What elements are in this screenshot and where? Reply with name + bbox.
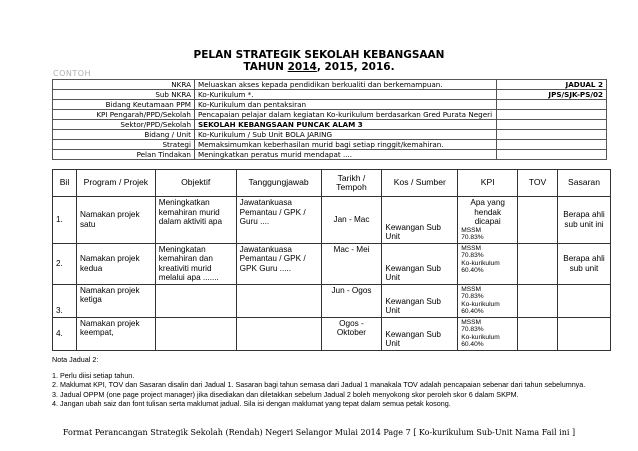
header-objektif: Objektif [155,170,236,197]
header-sasaran: Sasaran [558,170,611,197]
info-right [497,130,607,140]
cell-sasaran: Berapa ahli sub unit [558,243,611,284]
kpi-line: MSSM [461,285,482,293]
cell-bil: 2. [53,243,77,284]
info-value: Meningkatkan peratus murid mendapat .... [195,150,497,160]
info-label: Bidang / Unit [53,130,195,140]
subtitle-suffix: , 2015, 2016. [316,61,395,73]
cell-kpi [458,197,518,244]
cell-objektif: Meningkatkan kemahiran murid dalam aktiviti apa [155,197,236,244]
cell-tov [518,197,558,244]
note-item: 3. Jadual OPPM (one page project manager) jika disediakan dan diletakkan sebelum Jadual 2 boleh menyokong skor peroleh skor 6 dalam SKPM. [52,389,519,399]
header-program: Program / Projek [76,170,155,197]
info-row [53,150,607,160]
cell-sasaran [558,284,611,317]
cell-kpi [458,284,518,317]
info-value: SEKOLAH KEBANGSAAN PUNCAK ALAM 3 [195,120,497,130]
info-table [52,79,607,160]
notes-section [52,355,612,409]
cell-tov [518,317,558,350]
note-item: 4. Jangan ubah saiz dan font tulisan serta maklumat jadual. Sila isi dengan maklumat yang tepat dalam semua petak kosong. [52,399,451,409]
info-value: Pencapaian pelajar dalam kegiatan Ko-kurikulum berdasarkan Gred Purata Negeri [195,110,497,120]
kpi-main: Apa yang hendak dicapai [470,198,505,226]
info-value: Memaksimumkan keberhasilan murid bagi setiap ringgit/kemahiran. [195,140,497,150]
info-value: Meluaskan akses kepada pendidikan berkualiti dan berkemampuan. [195,80,497,90]
cell-bil: 4. [53,317,77,350]
info-row [53,120,607,130]
header-tov: TOV [518,170,558,197]
page-footer: Format Perancangan Strategik Sekolah (Rendah) Negeri Selangor Mulai 2014 Page 7 [ Ko-kurikulum Sub-Unit Nama Fail ini ] [62,428,576,437]
kpi-line: 70.83% [461,234,484,241]
kpi-line: Ko-kurikulum [461,333,500,341]
cell-program: Namakan projek kedua [76,243,155,284]
cell-kpi [458,317,518,350]
info-right [497,120,607,130]
info-label: Pelan Tindakan [53,150,195,160]
cell-objektif: Meningkatan kemahiran dan kreativiti murid melalui apa ....... [155,243,236,284]
table-row [53,317,611,350]
header-kos: Kos / Sumber [382,170,458,197]
cell-tanggungjawab: Jawatankuasa Pemantau / GPK / Guru .... [236,197,321,244]
document-title: PELAN STRATEGIK SEKOLAH KEBANGSAAN [193,49,445,61]
note-item: 1. Perlu diisi setiap tahun. [52,370,135,380]
kpi-line: 70.83% [461,252,484,259]
kpi-line: 60.40% [461,267,484,274]
cell-tarikh: Jan - Mac [321,197,382,244]
info-right [497,100,607,110]
info-right [497,140,607,150]
cell-objektif [155,284,236,317]
cell-sasaran [558,317,611,350]
subtitle-year: 2014 [287,61,317,73]
kpi-line: MSSM [461,226,482,234]
info-value: Ko-Kurikulum *. [195,90,497,100]
cell-sasaran: Berapa ahli sub unit ini [558,197,611,244]
kpi-line: Ko-kurikulum [461,259,500,267]
kpi-line: 70.83% [461,326,484,333]
info-value: Ko-Kurikulum dan pentaksiran [195,100,497,110]
watermark-contoh: CONTOH [53,69,92,78]
cell-program: Namakan projek ketiga [76,284,155,317]
info-right: JPS/SJK-PS/02 [497,90,607,100]
cell-tanggungjawab: Jawatankuasa Pemantau / GPK / GPK Guru ..... [236,243,321,284]
cell-tanggungjawab [236,317,321,350]
cell-tarikh: Mac - Mei [321,243,382,284]
cell-kos: Kewangan Sub Unit [382,317,458,350]
subtitle-prefix: TAHUN [243,61,288,73]
info-row [53,140,607,150]
kpi-line: 60.40% [461,308,484,315]
info-right: JADUAL 2 [497,80,607,90]
info-label: Strategi [53,140,195,150]
info-label: Bidang Keutamaan PPM [53,100,195,110]
notes-heading: Nota Jadual 2: [52,355,99,364]
header-tanggungjawab: Tanggungjawab [236,170,321,197]
table-row [53,284,611,317]
cell-kos: Kewangan Sub Unit [382,197,458,244]
plan-table-header [53,170,611,197]
header-bil: Bil [53,170,77,197]
info-row [53,80,607,90]
header-tarikh: Tarikh / Tempoh [321,170,382,197]
kpi-line: 70.83% [461,293,484,300]
document-subtitle [0,61,638,73]
cell-tov [518,284,558,317]
kpi-line: 60.40% [461,341,484,348]
cell-program: Namakan projek keempat, [76,317,155,350]
info-label: Sub NKRA [53,90,195,100]
cell-program: Namakan projek satu [76,197,155,244]
cell-tanggungjawab [236,284,321,317]
note-item: 2. Maklumat KPI, TOV dan Sasaran disalin dari Jadual 1. Sasaran bagi tahun semasa dari Jadual 1 manakala TOV adalah pencapaian sebenar dari tahun sebelumnya. [52,380,586,390]
cell-kpi [458,243,518,284]
cell-tarikh: Ogos - Oktober [321,317,382,350]
header-kpi: KPI [458,170,518,197]
cell-kos: Kewangan Sub Unit [382,284,458,317]
cell-tov [518,243,558,284]
cell-objektif [155,317,236,350]
cell-tarikh: Jun - Ogos [321,284,382,317]
info-value: Ko-Kurikulum / Sub Unit BOLA JARING [195,130,497,140]
plan-table [52,169,611,351]
info-right [497,110,607,120]
info-right [497,150,607,160]
kpi-line: MSSM [461,318,482,326]
kpi-line: Ko-kurikulum [461,300,500,308]
info-label: KPI Pengarah/PPD/Sekolah [53,110,195,120]
cell-bil: 3. [53,284,77,317]
info-row [53,110,607,120]
info-label: Sektor/PPD/Sekolah [53,120,195,130]
info-label: NKRA [53,80,195,90]
table-row [53,243,611,284]
kpi-line: MSSM [461,244,482,252]
cell-bil: 1. [53,197,77,244]
info-row [53,130,607,140]
info-row [53,100,607,110]
cell-kos: Kewangan Sub Unit [382,243,458,284]
info-row [53,90,607,100]
table-row [53,197,611,244]
